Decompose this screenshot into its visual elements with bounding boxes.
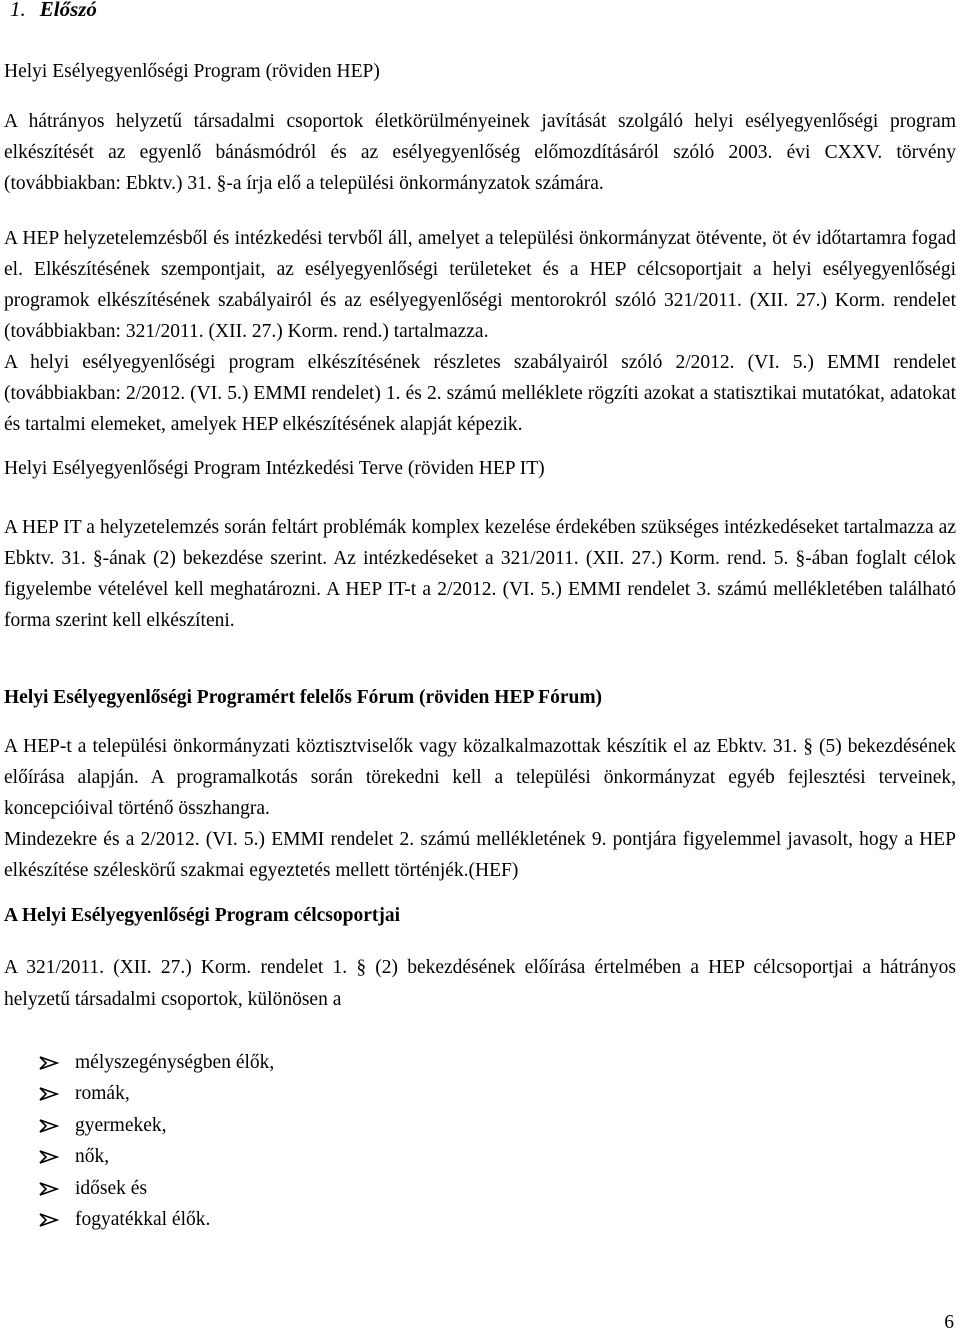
target-group-list	[38, 1047, 274, 1236]
forum-p1-text: A HEP-t a települési önkormányzati köztisztviselők vagy közalkalmazottak készítik el az Ebktv. 31. § (5) bekezdésének előírása alapján. A programalkotás során törekedni kell a települési önkormányzat egyéb fejlesztési terveinek, koncepcióival történő összhangra.	[4, 736, 956, 819]
target-paragraph	[4, 952, 956, 1016]
arrow-bullet-icon	[38, 1212, 60, 1228]
hep-title: Helyi Esélyegyenlőségi Program (röviden HEP)	[4, 61, 380, 82]
section-number: 1.	[10, 0, 26, 21]
list-item-label: fogyatékkal élők.	[75, 1209, 211, 1231]
list-item	[38, 1047, 274, 1079]
list-item	[38, 1173, 274, 1205]
hep-paragraph-2	[4, 223, 956, 440]
list-item-label: gyermekek,	[75, 1114, 167, 1136]
arrow-bullet-icon	[38, 1055, 60, 1071]
hep-it-p1-text: A HEP IT a helyzetelemzés során feltárt problémák komplex kezelése érdekében szükséges intézkedéseket tartalmazza az Ebktv. 31. §-ának (2) bekezdése szerint. Az intézkedéseket a 321/2011. (XII. 27.) Korm. rend. 5. §-ában foglalt célok figyelembe vételével kell meghatározni. A HEP IT-t a 2/2012. (VI. 5.) EMMI rendelet 3. számú mellékletében található forma szerint kell elkészíteni.	[4, 517, 956, 631]
arrow-bullet-icon	[38, 1181, 60, 1197]
hep-p2-text: A HEP helyzetelemzésből és intézkedési tervből áll, amelyet a települési önkormányzat ötévente, öt év időtartamra fogad el. Elkészítésének szempontjait, az esélyegyenlőségi területeket és a HEP célcsoportjait a helyi esélyegyenlőségi programok elkészítésének szabályairól és az esélyegyenlőségi mentorokról szóló 321/2011. (XII. 27.) Korm. rendelet (továbbiakban: 321/2011. (XII. 27.) Korm. rend.) tartalmazza.	[4, 228, 956, 342]
page-number: 6	[944, 1312, 954, 1333]
list-item-label: mélyszegénységben élők,	[75, 1051, 275, 1073]
section-title: Előszó	[39, 0, 97, 21]
forum-paragraph	[4, 731, 956, 886]
list-item	[38, 1110, 274, 1142]
hep-p1-text: A hátrányos helyzetű társadalmi csoportok életkörülményeinek javítását szolgáló helyi esélyegyenlőségi program elkészítését az egyenlő bánásmódról és az esélyegyenlőség előmozdításáról szóló 2003. évi CXXV. törvény (továbbiakban: Ebktv.) 31. §-a írja elő a települési önkormányzatok számára.	[4, 111, 956, 194]
target-p1-text: A 321/2011. (XII. 27.) Korm. rendelet 1. § (2) bekezdésének előírása értelmében a HEP célcsoportjai a hátrányos helyzetű társadalmi csoportok, különösen a	[4, 957, 956, 1010]
target-title: A Helyi Esélyegyenlőségi Program célcsoportjai	[4, 905, 401, 926]
hep-it-paragraph	[4, 512, 956, 636]
hep-p3-text: A helyi esélyegyenlőségi program elkészítésének részletes szabályairól szóló 2/2012. (VI. 5.) EMMI rendelet (továbbiakban: 2/2012. (VI. 5.) EMMI rendelet) 1. és 2. számú melléklete rögzíti azokat a statisztikai mutatókat, adatokat és tartalmi elemeket, amelyek HEP elkészítésének alapját képezik.	[4, 352, 956, 435]
forum-p2-text: Mindezekre és a 2/2012. (VI. 5.) EMMI rendelet 2. számú mellékletének 9. pontjára figyelemmel javasolt, hogy a HEP elkészítése széleskörű szakmai egyeztetés mellett történjék.(HEF)	[4, 829, 956, 881]
list-item-label: idősek és	[75, 1177, 148, 1199]
forum-title: Helyi Esélyegyenlőségi Programért felelős Fórum (röviden HEP Fórum)	[4, 687, 603, 708]
arrow-bullet-icon	[38, 1149, 60, 1165]
list-item	[38, 1205, 274, 1237]
arrow-bullet-icon	[38, 1118, 60, 1134]
hep-paragraph-1	[4, 106, 956, 199]
list-item-label: nők,	[75, 1146, 110, 1168]
hep-it-title: Helyi Esélyegyenlőségi Program Intézkedési Terve (röviden HEP IT)	[4, 458, 545, 479]
list-item-label: romák,	[75, 1083, 130, 1105]
section-heading	[10, 0, 97, 22]
list-item	[38, 1079, 274, 1111]
arrow-bullet-icon	[38, 1086, 60, 1102]
list-item	[38, 1142, 274, 1174]
